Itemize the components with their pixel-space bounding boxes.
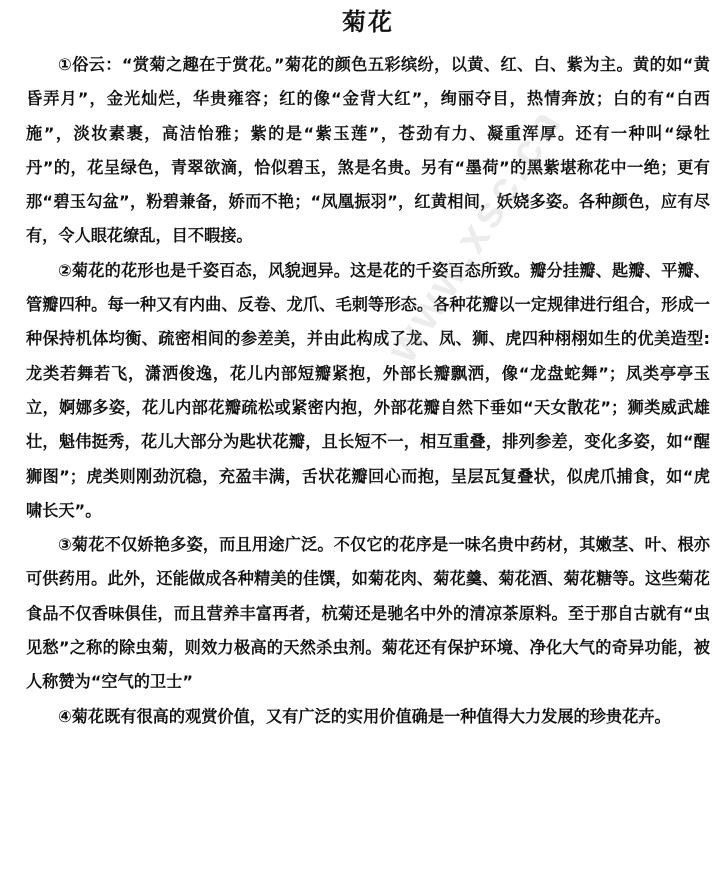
watermark: www.xsc.cn: [377, 98, 573, 371]
document-title: 菊花: [342, 8, 394, 36]
paragraph-2: ②菊花的花形也是千姿百态，风貌迥异。这是花的千姿百态所致。瓣分挂瓣、匙瓣、平瓣、管瓣四种。每一种又有内曲、反卷、龙爪、毛刺等形态。各种花瓣以一定规律进行组合，形成一种保持机体均衡、疏密相间的参差美，并由此构成了龙、凤、狮、虎四种栩栩如生的优美造型: 龙类若舞若飞，潇洒俊逸，花儿内部短瓣紧抱，外部长瓣飘洒，像“龙盘蛇舞”；凤类亭亭玉立，婀娜多姿，花儿内部花瓣疏松或紧密内抱，外部花瓣自然下垂如“天女散花”；狮类威武雄壮，魁伟挺秀，花儿大部分为匙状花瓣，且长短不一，相互重叠，排列参差，变化多姿，如“醒狮图”；虎类则刚劲沉稳，充盈丰满，舌状花瓣回心而抱，呈层瓦复叠状，似虎爪捕食，如“虎啸长天”。: [26, 260, 710, 520]
paragraph-3: ③菊花不仅娇艳多姿，而且用途广泛。不仅它的花序是一味名贵中药材，其嫩茎、叶、根亦可供药用。此外，还能做成各种精美的佳馔，如菊花肉、菊花羹、菊花酒、菊花糖等。这些菊花食品不仅香味俱佳，而且营养丰富再者，杭菊还是驰名中外的清凉茶原料。至于那自古就有“虫见愁”之称的除虫菊，则效力极高的天然杀虫剂。菊花还有保护环境、净化大气的奇异功能，被人称赞为“空气的卫士”: [26, 535, 710, 692]
paragraph-1: ①俗云：“赏菊之趣在于赏花。”菊花的颜色五彩缤纷，以黄、红、白、紫为主。黄的如“黄昏弄月”，金光灿烂，华贵雍容；红的像“金背大红”，绚丽夺目，热情奔放；白的有“白西施”，淡妆素裹，高洁怡雅；紫的是“紫玉莲”，苍劲有力、凝重浑厚。还有一种叫“绿牡丹”的，花呈绿色，青翠欲滴，恰似碧玉，煞是名贵。另有“墨荷”的黑紫堪称花中一绝；更有那“碧玉勾盆”，粉碧兼备，娇而不艳；“凤凰振羽”，红黄相间，妖娆多姿。各种颜色，应有尽有，令人眼花缭乱，目不暇接。: [26, 55, 710, 246]
paragraph-4: ④菊花既有很高的观赏价值，又有广泛的实用价值确是一种值得大力发展的珍贵花卉。: [58, 706, 671, 726]
